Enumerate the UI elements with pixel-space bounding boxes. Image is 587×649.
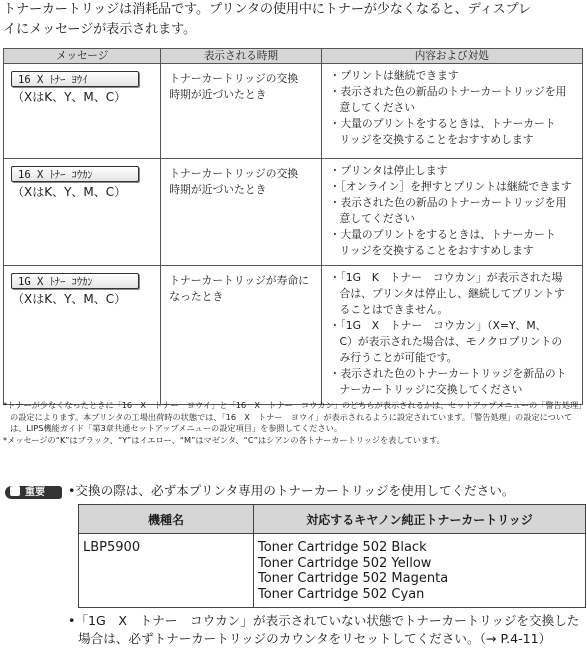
lcd-message-display: 1G X ﾄﾅｰ ｺｳｶﾝ: [11, 273, 139, 289]
important-note-1: •交換の際は、必ず本プリンタ専用のトナーカートリッジを使用してください。: [68, 483, 515, 498]
intro-line-1: トナーカートリッジは消耗品です。プリンタの使用中にトナーが少なくなると、ディスプレ: [3, 2, 531, 17]
footnotes: [3, 400, 583, 446]
intro-paragraph: [3, 0, 583, 40]
header-timing: 表示される時期: [161, 49, 321, 64]
table-row: [4, 266, 583, 405]
header-message: メッセージ: [4, 49, 161, 64]
list-item: ・ 大量のプリントをするときは、トナーカート リッジを交換することをおすすめします: [330, 227, 578, 259]
list-item: ・ 表示された色の新品のトナーカートリッジを用 意してください: [330, 195, 578, 227]
list-item: ・ 「1G K トナー コウカン」が表示された場 合は、プリンタは停止し、継続してプリントす ることはできません。: [330, 270, 578, 318]
important-badge: 重要: [5, 486, 62, 499]
important-icon: [10, 486, 20, 496]
header-cartridge: 対応するキヤノン純正トナーカートリッジ: [254, 505, 586, 534]
cartridge-table: [78, 504, 586, 608]
footnote: *トナーが少なくなったときに「16 X トナー ヨウイ」と「16 X トナー コウカン」のどちらが表示されるかは、セットアップメニューの「警告処理」の設定によります。本プリンタの工場出荷時の状態では、「16 X トナー ヨウイ」が表示されるように設定されています。「警告処理」の設定については、LIPS機能ガイド「第3章共通セットアップメニューの設定項目」を参照してください。: [3, 400, 583, 433]
header-actions: 内容および対処: [321, 49, 582, 64]
color-note: （XはK、Y、M、C）: [12, 90, 127, 104]
message-table: [3, 48, 583, 405]
action-list: [322, 270, 578, 398]
color-note: （XはK、Y、M、C）: [12, 185, 127, 199]
cartridge-item: Toner Cartridge 502 Black: [258, 540, 427, 555]
list-item: ・ プリントは継続できます: [330, 68, 578, 84]
action-list: [322, 68, 578, 148]
intro-line-2: イにメッセージが表示されます。: [3, 22, 196, 37]
timing-text: トナーカートリッジの交換 時期が近づいたとき: [169, 167, 299, 196]
list-item: ・ 大量のプリントをするときは、トナーカート リッジを交換することをおすすめします: [330, 116, 578, 148]
table-row: [4, 159, 583, 266]
lcd-message-display: 16 X ﾄﾅｰ ｺｳｶﾝ: [11, 166, 139, 182]
cartridge-item: Toner Cartridge 502 Magenta: [258, 571, 449, 586]
cartridge-item: Toner Cartridge 502 Yellow: [258, 555, 432, 571]
footnote: *メッセージの“K”はブラック、“Y”はイエロー、“M”はマゼンタ、“C”はシアンの各トナーカートリッジを表しています。: [3, 434, 445, 445]
important-note-2: •「1G X トナー コウカン」が表示されていない状態でトナーカートリッジを交換した 場合は、必ずトナーカートリッジのカウンタをリセットしてください。（→ P.4-11）: [68, 613, 580, 646]
list-item: ・ 「1G X トナー コウカン」（X=Y、M、 C）が表示された場合は、モノクロプリントの み行うことが可能です。: [330, 318, 578, 366]
cartridge-table-header: [79, 505, 586, 534]
timing-text: トナーカートリッジが寿命に なったとき: [169, 274, 309, 303]
cartridge-list: [254, 534, 586, 608]
table-row: [4, 64, 583, 159]
table-row: [79, 534, 586, 608]
list-item: ・ 表示された色のトナーカートリッジを新品のト ナーカートリッジに交換してください: [330, 366, 578, 398]
action-list: [322, 163, 578, 259]
cartridge-item: Toner Cartridge 502 Cyan: [258, 586, 425, 602]
message-table-header: [4, 49, 583, 64]
lcd-message-display: 16 X ﾄﾅｰ ﾖｳｲ: [11, 71, 139, 87]
list-item: ・ 表示された色の新品のトナーカートリッジを用 意してください: [330, 84, 578, 116]
list-item: ・ ［オンライン］を押すとプリントは継続できます: [330, 179, 578, 195]
timing-text: トナーカートリッジの交換 時期が近づいたとき: [169, 72, 299, 101]
color-note: （XはK、Y、M、C）: [12, 292, 127, 306]
model-name: LBP5900: [79, 534, 254, 608]
list-item: ・ プリンタは停止します: [330, 163, 578, 179]
header-model: 機種名: [79, 505, 254, 534]
